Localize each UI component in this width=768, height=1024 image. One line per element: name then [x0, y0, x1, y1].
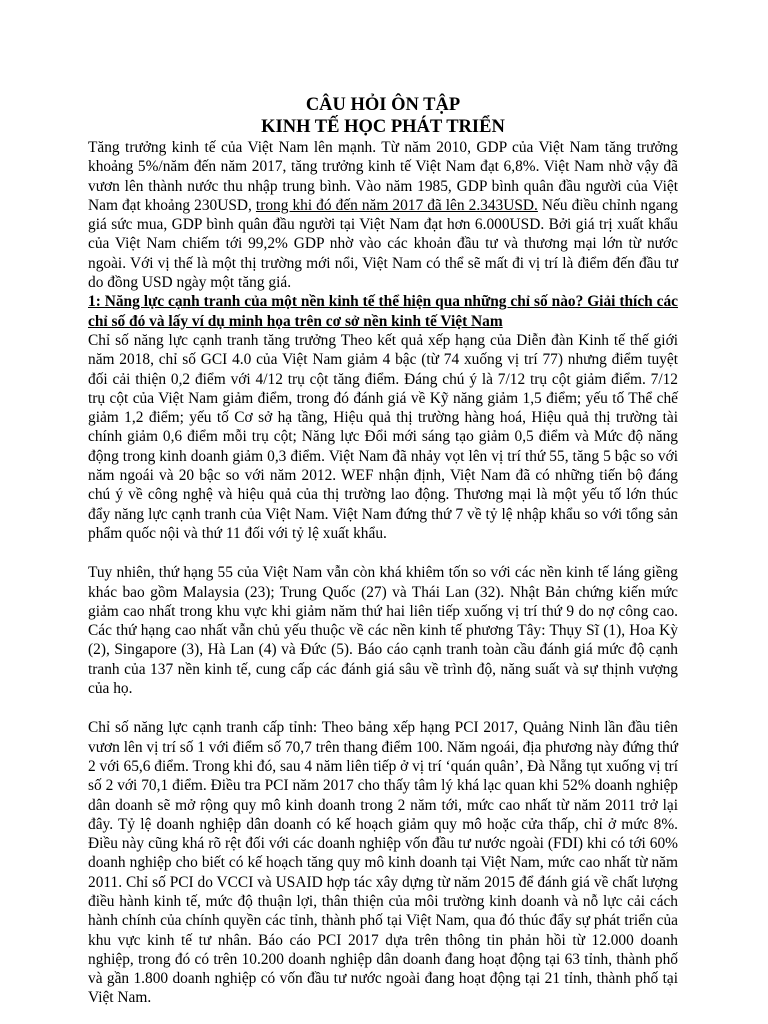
paragraph-spacer [88, 543, 678, 563]
intro-text-part-1: Tăng trưởng kinh tế của Việt Nam lên mạnh. Từ năm 2010, GDP của Việt Nam tăng trưởng khoảng 5%/năm đến năm 2017, tăng trưởng kinh tế Việt Nam đạt 6,8%. Việt Nam nhờ vậy đã vươn lên thành nước thu nhập trung bình. Vào năm 1985, GDP bình quân đầu người của Việt Nam đạt khoảng 230USD, [88, 139, 678, 214]
paragraph-spacer [88, 698, 678, 718]
paragraph-provincial-competitiveness: Chỉ số năng lực cạnh tranh cấp tỉnh: Theo bảng xếp hạng PCI 2017, Quảng Ninh lần đầu tiên vươn lên vị trí số 1 với điểm số 70,7 trên thang điểm 100. Năm ngoái, địa phương này đứng thứ 2 với 65,6 điểm. Trong khi đó, sau 4 năm liên tiếp ở vị trí ‘quán quân’, Đà Nẵng tụt xuống vị trí số 2 với 70,1 điểm. Điều tra PCI năm 2017 cho thấy tâm lý khá lạc quan khi 52% doanh nghiệp dân doanh sẽ mở rộng quy mô kinh doanh trong 2 năm tới, mức cao nhất từ năm 2011 trở lại đây. Tỷ lệ doanh nghiệp dân doanh có kế hoạch giảm quy mô hoặc cửa thấp, chỉ ở mức 8%. Điều này cũng khá rõ rệt đối với các doanh nghiệp vốn đầu tư nước ngoài (FDI) khi có tới 60% doanh nghiệp cho biết có kế hoạch tăng quy mô kinh doanh tại Việt Nam, mức cao nhất từ năm 2011. Chỉ số PCI do VCCI và USAID hợp tác xây dựng từ năm 2015 để đánh giá về chất lượng điều hành kinh tế, mức độ thuận lợi, thân thiện của môi trường kinh doanh và nỗ lực cải cách hành chính của chính quyền các tỉnh, thành phố tại Việt Nam, qua đó thúc đẩy sự phát triển của khu vực kinh tế tư nhân. Báo cáo PCI 2017 dựa trên thông tin phản hồi từ 12.000 doanh nghiệp, trong đó có trên 10.200 doanh nghiệp dân doanh đang hoạt động tại 63 tỉnh, thành phố và gần 1.800 doanh nghiệp có vốn đầu tư nước ngoài đang hoạt động tại 21 tỉnh, thành phố tại Việt Nam. [88, 719, 678, 1007]
intro-text-part-2: Nếu điều chỉnh ngang giá sức mua, GDP bình quân đầu người tại Việt Nam đạt hơn 6.000USD. Bởi giá trị xuất khẩu của Việt Nam chiếm tới 99,2% GDP nhờ vào các khoản đầu tư và thương mại lớn từ nước ngoài. Với vị thế là một thị trường mới nổi, Việt Nam có thể sẽ mất đi vị trí là điểm đến đầu tư do đồng USD ngày một tăng giá. [88, 196, 678, 292]
intro-paragraph [88, 138, 678, 292]
document-title-line-2: KINH TẾ HỌC PHÁT TRIỂN [261, 117, 505, 137]
question-1-heading: 1: Năng lực cạnh tranh của một nền kinh tế thể hiện qua những chỉ số nào? Giải thích các chỉ số đó và lấy ví dụ minh họa trên cơ sở nền kinh tế Việt Nam [88, 293, 678, 330]
paragraph-growth-competitiveness: Chỉ số năng lực cạnh tranh tăng trưởng Theo kết quả xếp hạng của Diễn đàn Kinh tế thế giới năm 2018, chỉ số GCI 4.0 của Việt Nam giảm 4 bậc (từ 74 xuống vị trí 77) nhưng điểm tuyệt đối cải thiện 0,2 điểm với 4/12 trụ cột tăng điểm. Đáng chú ý là 7/12 trụ cột giảm điểm. 7/12 trụ cột của Việt Nam giảm điểm, trong đó đánh giá về Kỹ năng giảm 1,5 điểm; yếu tố Thể chế giảm 1,2 điểm; yếu tố Cơ sở hạ tầng, Hiệu quả thị trường hàng hoá, Hiệu quả thị trường tài chính giảm 0,6 điểm mỗi trụ cột; Năng lực Đổi mới sáng tạo giảm 0,5 điểm và Mức độ năng động trong kinh doanh giảm 0,3 điểm. Việt Nam đã nhảy vọt lên vị trí thứ 55, tăng 5 bậc so với năm ngoái và 20 bậc so với năm 2012. WEF nhận định, Việt Nam đã có những tiến bộ đáng chú ý về công nghệ và hiệu quả của thị trường lao động. Thương mại là một yếu tố lớn thúc đẩy năng lực cạnh tranh của Việt Nam. Việt Nam đứng thứ 7 về tỷ lệ nhập khẩu so với tổng sản phẩm quốc nội và thứ 11 đối với tỷ lệ xuất khẩu. [88, 331, 678, 542]
paragraph-regional-ranking: Tuy nhiên, thứ hạng 55 của Việt Nam vẫn còn khá khiêm tốn so với các nền kinh tế láng giềng khác bao gồm Malaysia (23); Trung Quốc (27) và Thái Lan (32). Nhật Bản chứng kiến mức giảm cao nhất trong khu vực khi giảm năm thứ hai liên tiếp xuống vị trí thứ 9 do nợ công cao. Các thứ hạng cao nhất vẫn chủ yếu thuộc về các nền kinh tế phương Tây: Thụy Sĩ (1), Hoa Kỳ (2), Singapore (3), Hà Lan (4) và Đức (5). Báo cáo cạnh tranh toàn cầu đánh giá mức độ cạnh tranh của 137 nền kinh tế, cung cấp các đánh giá sâu về trình độ, năng suất và sự thịnh vượng của họ. [88, 564, 678, 698]
intro-underlined-text: trong khi đó đến năm 2017 đã lên 2.343USD. [255, 196, 538, 214]
document-content [88, 94, 678, 1008]
document-title-line-1: CÂU HỎI ÔN TẬP [305, 95, 461, 115]
